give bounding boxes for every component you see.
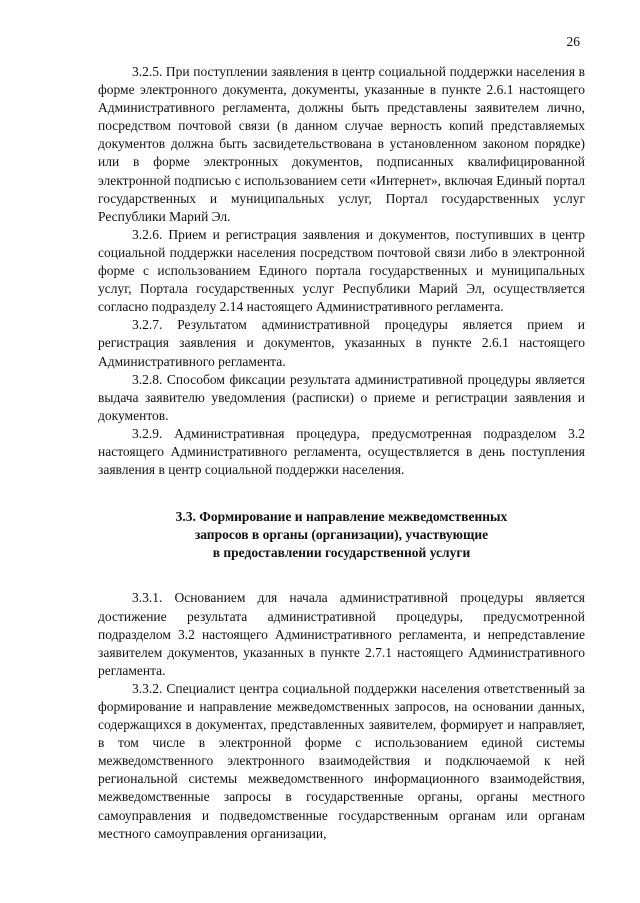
paragraph-3-2-9: 3.2.9. Административная процедура, предусмотренная подразделом 3.2 настоящего Административного регламента, осуществляется в день поступления заявления в центр социальной поддержки населения. [98,425,585,478]
section-heading-line: запросов в органы (организации), участвующие [194,527,489,543]
document-body [98,63,585,843]
paragraph-3-3-1: 3.3.1. Основанием для начала административной процедуры является достижение результата административной процедуры, предусмотренной подразделом 3.2 настоящего Административного регламента, и непредставление заявителем документов, указанных в пункте 2.7.1 настоящего Административного регламента. [98,590,585,678]
page-number: 26 [566,34,580,49]
section-heading-line: 3.3. Формирование и направление межведомственных [175,509,508,525]
section-heading-3-3 [98,508,585,562]
paragraph-3-2-7: 3.2.7. Результатом административной процедуры является прием и регистрация заявления и документов, указанных в пункте 2.6.1 настоящего Административного регламента. [98,317,585,369]
paragraph-3-2-5: 3.2.5. При поступлении заявления в центр социальной поддержки населения в форме электронного документа, документы, указанные в пункте 2.6.1 настоящего Административного регламента, должны быть представлены заявителем лично, посредством почтовой связи (в данном случае верность копий представляемых документов должна быть засвидетельствована в установленном законом порядке) или в форме электронных документов, подписанных квалифицированной электронной подписью с использованием сети «Интернет», включая Единый портал государственных и муниципальных услуг, Портал государственных услуг Республики Марий Эл. [98,64,585,224]
paragraph-3-2-8: 3.2.8. Способом фиксации результата административной процедуры является выдача заявителю уведомления (расписки) о приеме и регистрации заявления и документов. [98,371,585,423]
paragraph-3-3-2: 3.3.2. Специалист центра социальной поддержки населения ответственный за формирование и направление межведомственных запросов, на основании данных, содержащихся в документах, представленных заявителем, формирует и направляет, в том числе в электронной форме с использованием единой системы межведомственного электронного взаимодействия и подключаемой к ней региональной системы межведомственного информационного взаимодействия, межведомственные запросы в государственные органы, органы местного самоуправления и подведомственные государственным органам или органам местного самоуправления организации, [98,680,585,841]
section-heading-line: в предоставлении государственной услуги [212,545,471,561]
paragraph-3-2-6: 3.2.6. Прием и регистрация заявления и документов, поступивших в центр социальной поддержки населения посредством почтовой связи либо в электронной форме с использованием Единого портала государственных и муниципальных услуг, Портала государственных услуг Республики Марий Эл, осуществляется согласно подразделу 2.14 настоящего Административного регламента. [98,226,585,315]
